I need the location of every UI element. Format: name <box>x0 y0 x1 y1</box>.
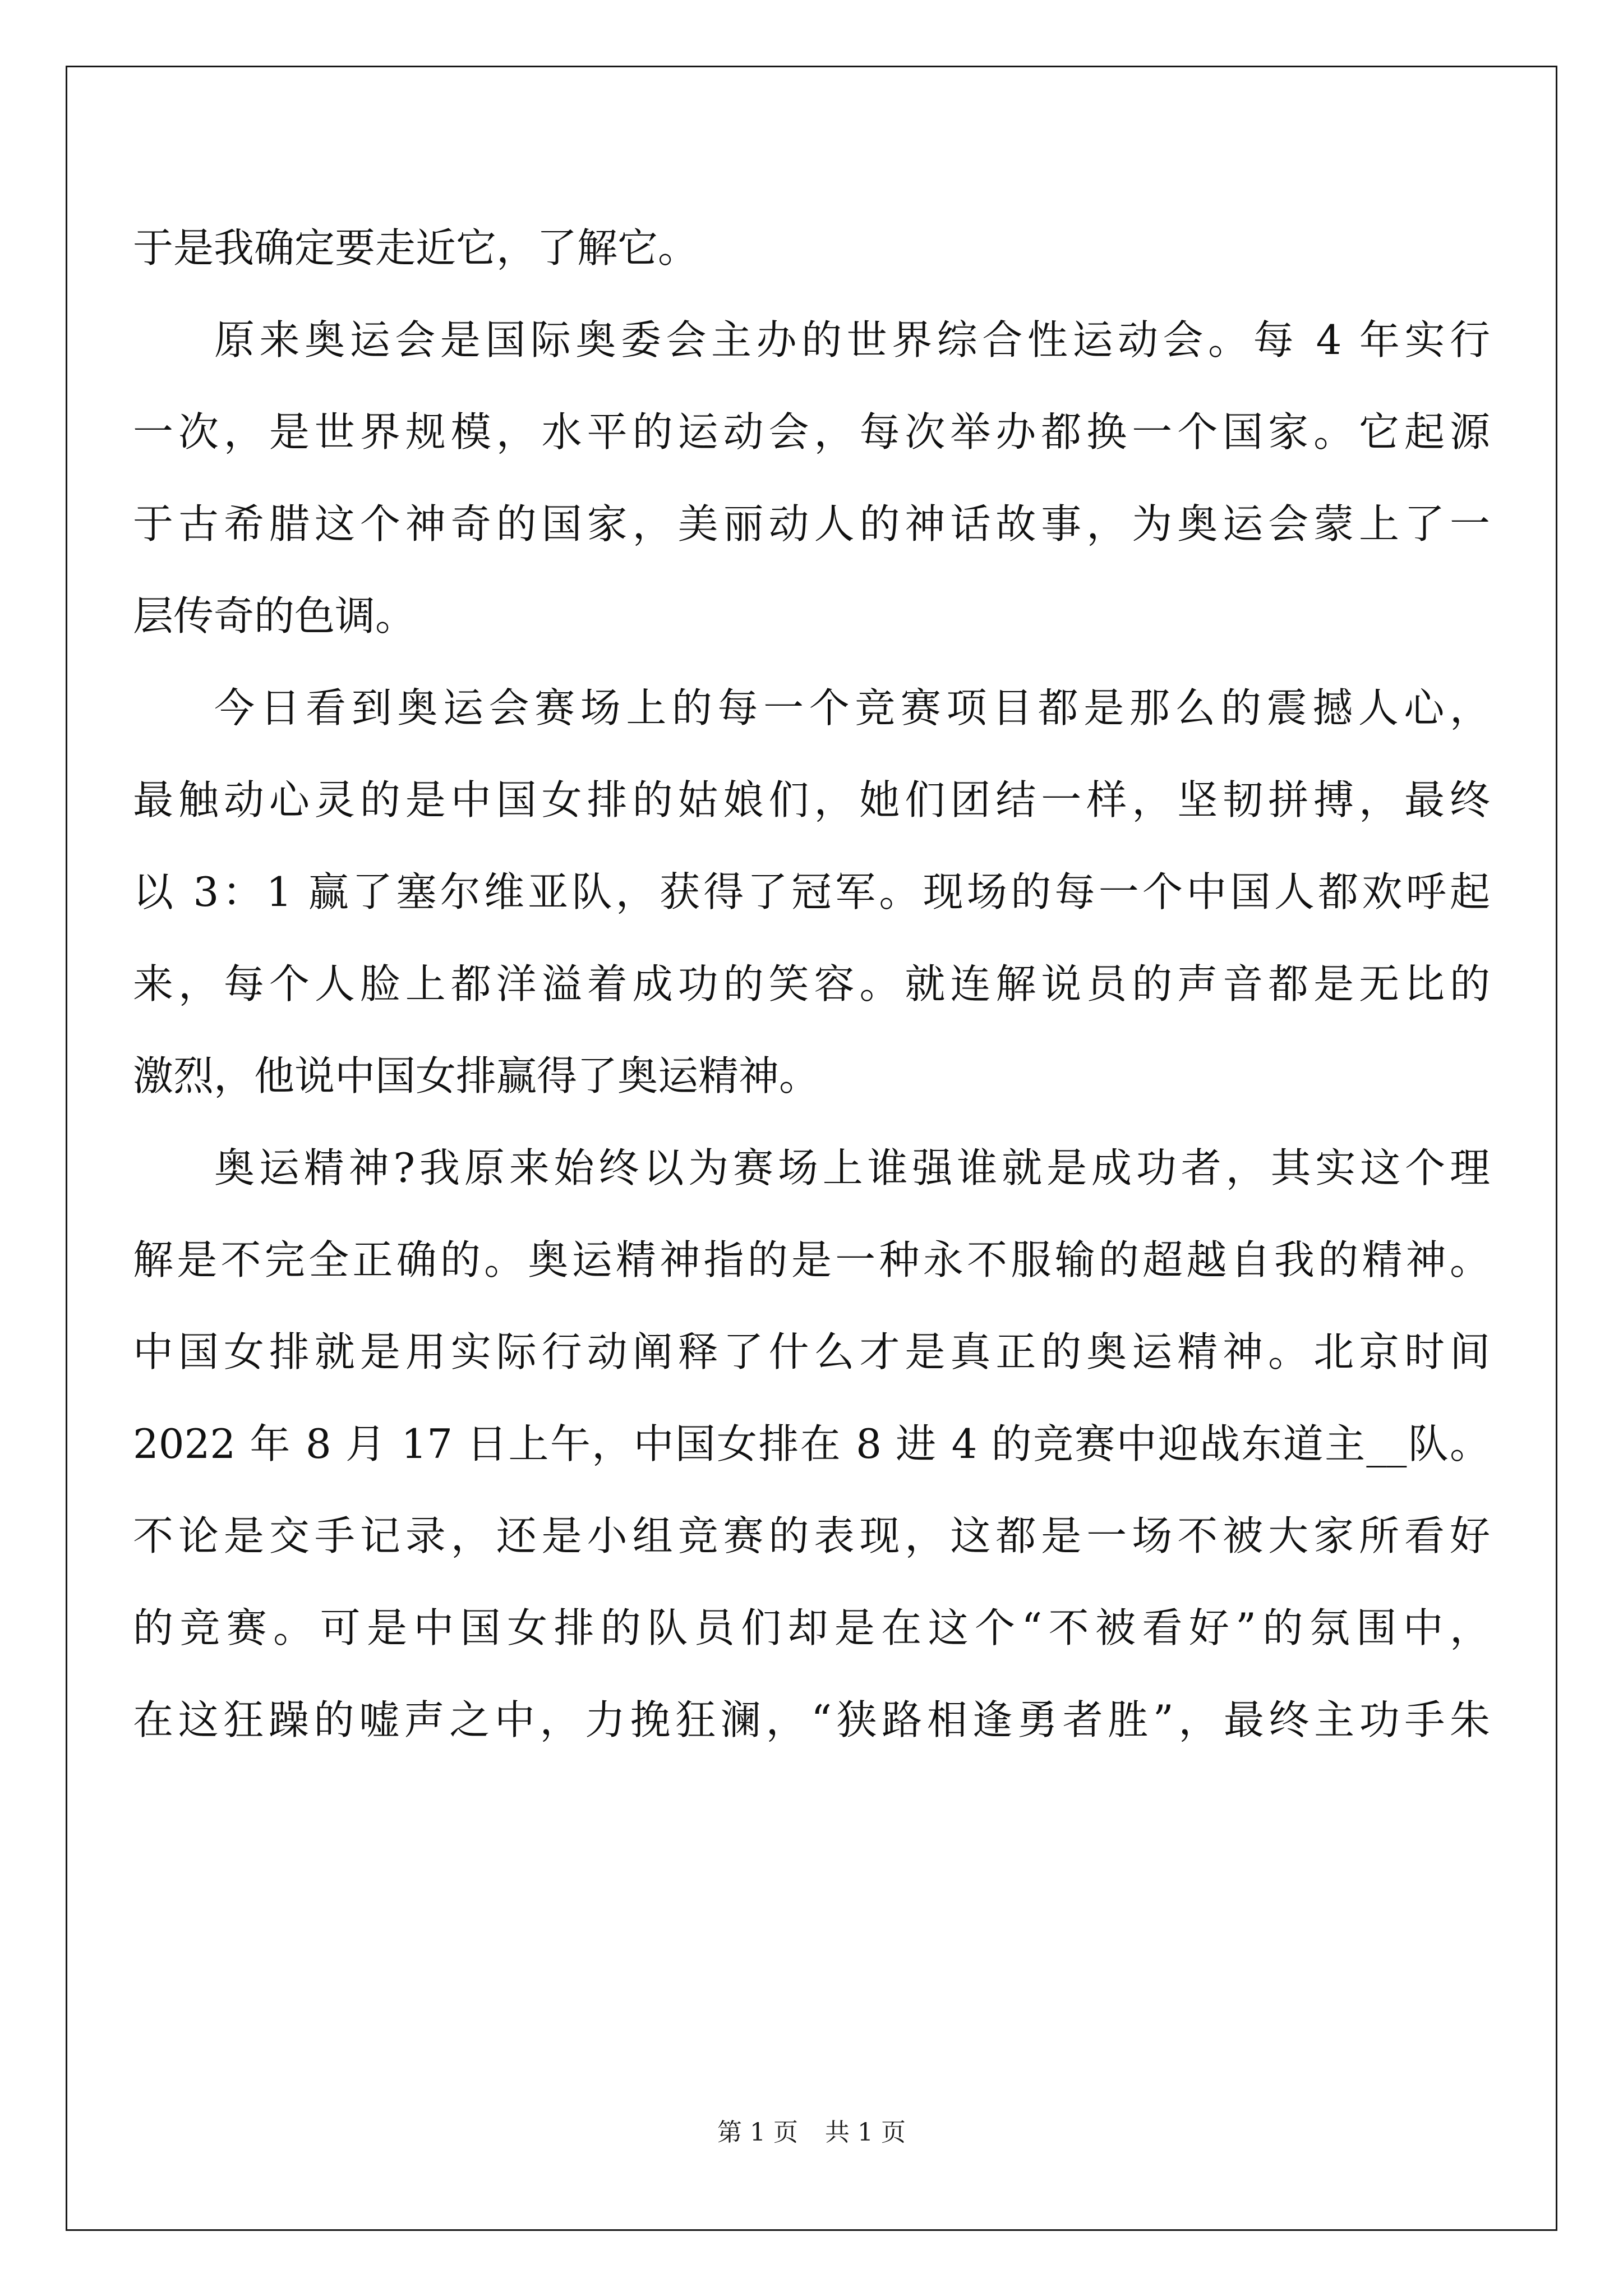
text-line: 奥运精神?我原来始终以为赛场上谁强谁就是成功者，其实这个理 <box>214 1144 1490 1191</box>
page-footer <box>0 2116 1623 2150</box>
text-line: 于古希腊这个神奇的国家，美丽动人的神话故事，为奥运会蒙上了一 <box>133 500 1490 547</box>
text-line: 解是不完全正确的。奥运精神指的是一种永不服输的超越自我的精神。 <box>133 1236 1490 1283</box>
text-line: 一次，是世界规模，水平的运动会，每次举办都换一个国家。它起源 <box>133 408 1490 455</box>
page-total: 共 1 页 <box>825 2118 906 2147</box>
text-line: 层传奇的色调。 <box>133 592 416 639</box>
text-line: 今日看到奥运会赛场上的每一个竞赛项目都是那么的震撼人心， <box>214 684 1490 731</box>
text-line: 原来奥运会是国际奥委会主办的世界综合性运动会。每 4 年实行 <box>214 316 1490 364</box>
text-line: 的竞赛。可是中国女排的队员们却是在这个“不被看好”的氛围中， <box>133 1604 1490 1651</box>
document-body <box>133 202 1490 1766</box>
text-line: 不论是交手记录，还是小组竞赛的表现，这都是一场不被大家所看好 <box>133 1512 1490 1559</box>
text-line: 以 3：1 赢了塞尔维亚队，获得了冠军。现场的每一个中国人都欢呼起 <box>133 868 1490 915</box>
text-line: 2022 年 8 月 17 日上午，中国女排在 8 进 4 的竞赛中迎战东道主__队。 <box>133 1420 1490 1467</box>
text-line: 在这狂躁的嘘声之中，力挽狂澜，“狭路相逢勇者胜”，最终主功手朱 <box>133 1696 1490 1743</box>
page-number: 第 1 页 <box>717 2118 798 2147</box>
text-line: 来，每个人脸上都洋溢着成功的笑容。就连解说员的声音都是无比的 <box>133 960 1490 1007</box>
text-line: 中国女排就是用实际行动阐释了什么才是真正的奥运精神。北京时间 <box>133 1328 1490 1375</box>
text-line: 最触动心灵的是中国女排的姑娘们，她们团结一样，坚韧拼搏，最终 <box>133 776 1490 823</box>
text-line: 于是我确定要走近它，了解它。 <box>133 224 699 272</box>
text-line: 激烈，他说中国女排赢得了奥运精神。 <box>133 1052 820 1099</box>
